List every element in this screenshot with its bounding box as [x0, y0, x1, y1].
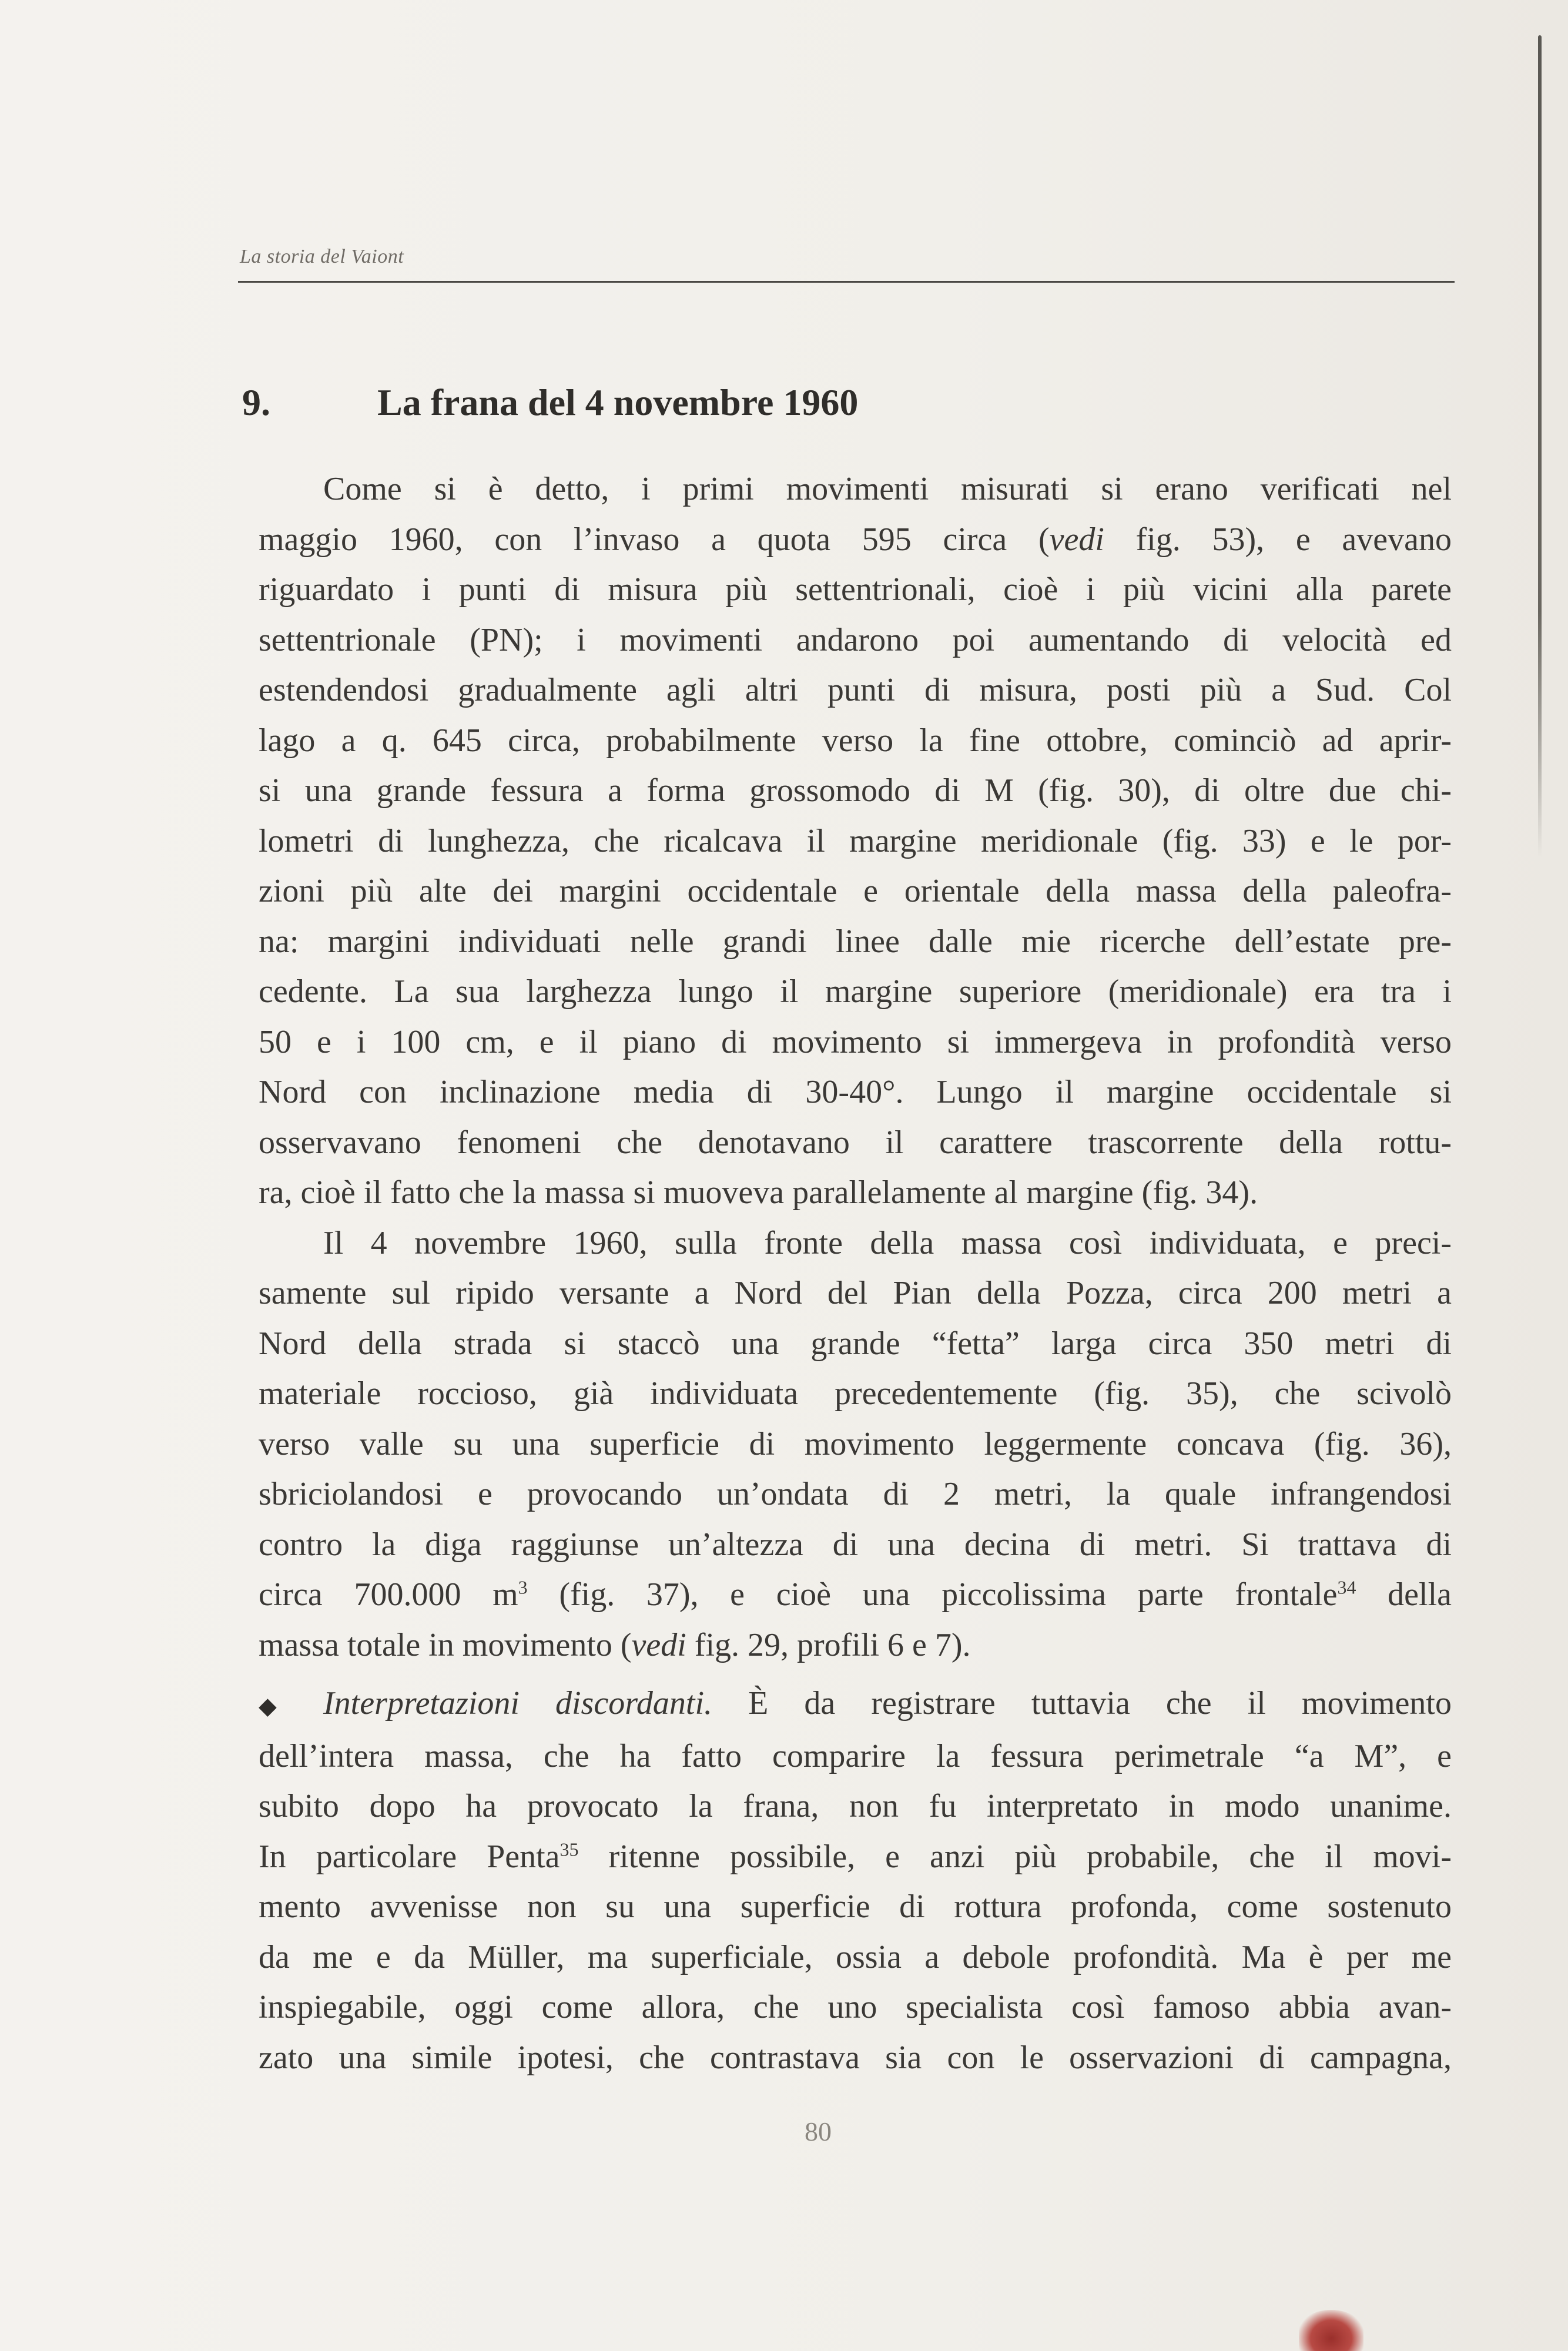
text-line: osservavano fenomeni che denotavano il carattere trascorrente della rottu-	[259, 1124, 1452, 1161]
body-text	[259, 464, 1452, 2083]
text-line: ra, cioè il fatto che la massa si muoveva parallelamente al margine (fig. 34).	[259, 1174, 1258, 1211]
chapter-heading	[242, 381, 858, 424]
text-line: cedente. La sua larghezza lungo il margine superiore (meridionale) era tra i	[259, 973, 1452, 1010]
paragraph-3	[259, 1679, 1452, 2083]
running-header: La storia del Vaiont	[240, 246, 404, 267]
text-line: Nord con inclinazione media di 30-40°. Lungo il margine occidentale si	[259, 1074, 1452, 1110]
text-line: na: margini individuati nelle grandi linee dalle mie ricerche dell’estate pre-	[259, 923, 1452, 960]
text-line: materiale roccioso, già individuata precedentemente (fig. 35), che scivolò	[259, 1375, 1452, 1412]
chapter-number: 9.	[242, 381, 270, 423]
text-line: mento avvenisse non su una superficie di rottura profonda, come sostenuto	[259, 1888, 1452, 1925]
text-line: massa totale in movimento (vedi fig. 29, profili 6 e 7).	[259, 1626, 971, 1663]
superscript-3: 3	[518, 1576, 528, 1598]
text-line: settentrionale (PN); i movimenti andarono poi aumentando di velocità ed	[259, 621, 1452, 658]
text-line: zato una simile ipotesi, che contrastava sia con le osservazioni di campagna,	[259, 2039, 1452, 2076]
italic-vedi: vedi	[631, 1626, 686, 1663]
page-edge-shadow	[1538, 35, 1542, 858]
text-line: contro la diga raggiunse un’altezza di una decina di metri. Si trattava di	[259, 1526, 1452, 1563]
text-line: sbriciolandosi e provocando un’ondata di 2 metri, la quale infrangendosi	[259, 1476, 1452, 1512]
text-line: zioni più alte dei margini occidentale e orientale della massa della paleofra-	[259, 873, 1452, 909]
text-line: riguardato i punti di misura più settentrionali, cioè i più vicini alla parete	[259, 571, 1452, 608]
text-line: estendendosi gradualmente agli altri punti di misura, posti più a Sud. Col	[259, 672, 1452, 708]
red-stain-mark	[1299, 2310, 1363, 2351]
section-lead: Interpretazioni discordanti.	[323, 1685, 713, 1722]
text-line: circa 700.000 $m^3$ (fig. 37), e cioè una piccolissima parte frontale$^{34}$ della	[259, 1576, 1452, 1613]
italic-vedi: vedi	[1049, 521, 1104, 558]
text-line: Il 4 novembre 1960, sulla fronte della massa così individuata, e preci-	[323, 1224, 1452, 1261]
text-line: dell’intera massa, che ha fatto comparire la fessura perimetrale “a M”, e	[259, 1737, 1452, 1774]
header-rule	[238, 281, 1455, 283]
footnote-ref-35: 35	[559, 1838, 579, 1860]
text-line: ◆ Interpretazioni discordanti. È da registrare tuttavia che il movimento	[259, 1679, 1452, 1732]
text-line: maggio 1960, con l’invaso a quota 595 circa (vedi fig. 53), e avevano	[259, 521, 1452, 558]
paragraph-2	[259, 1218, 1452, 1671]
text-line: subito dopo ha provocato la frana, non fu interpretato in modo unanime.	[259, 1788, 1452, 1825]
text-line: inspiegabile, oggi come allora, che uno specialista così famoso abbia avan-	[259, 1989, 1452, 2026]
chapter-title: La frana del 4 novembre 1960	[377, 381, 859, 423]
text-line: In particolare Penta$^{35}$ ritenne possibile, e anzi più probabile, che il movi-	[259, 1838, 1452, 1875]
text-line: lago a q. 645 circa, probabilmente verso la fine ottobre, cominciò ad aprir-	[259, 722, 1452, 759]
text-line: 50 e i 100 cm, e il piano di movimento si immergeva in profondità verso	[259, 1023, 1452, 1060]
text-line: Nord della strada si staccò una grande “fetta” larga circa 350 metri di	[259, 1325, 1452, 1362]
text-line: lometri di lunghezza, che ricalcava il margine meridionale (fig. 33) e le por-	[259, 822, 1452, 859]
paragraph-1	[259, 464, 1452, 1218]
diamond-bullet-icon: ◆	[259, 1693, 277, 1720]
text-line: da me e da Müller, ma superficiale, ossia a debole profondità. Ma è per me	[259, 1938, 1452, 1975]
text-line: samente sul ripido versante a Nord del Pian della Pozza, circa 200 metri a	[259, 1275, 1452, 1311]
text-line: si una grande fessura a forma grossomodo di M (fig. 30), di oltre due chi-	[259, 772, 1452, 809]
page-number: 80	[805, 2116, 832, 2146]
footnote-ref-34: 34	[1337, 1576, 1356, 1598]
text-line: verso valle su una superficie di movimento leggermente concava (fig. 36),	[259, 1425, 1452, 1462]
text-line: Come si è detto, i primi movimenti misurati si erano verificati nel	[323, 471, 1452, 507]
